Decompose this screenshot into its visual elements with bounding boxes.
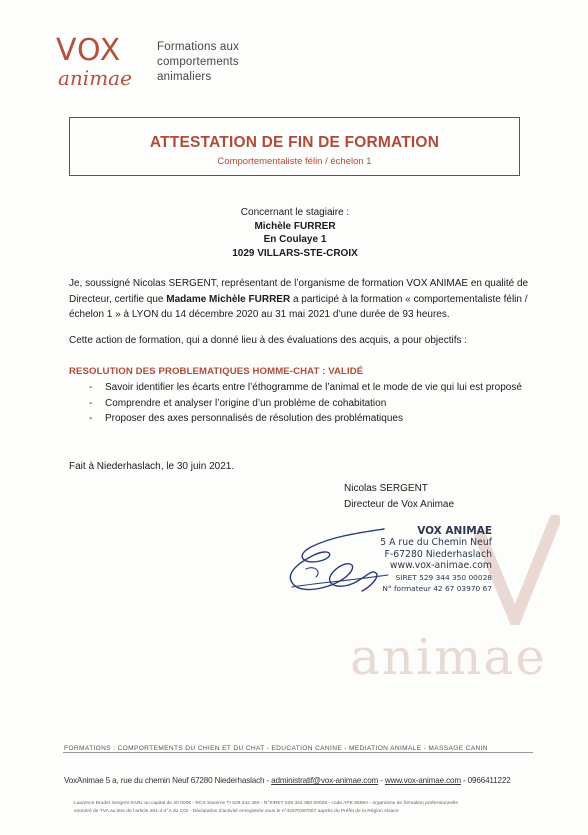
stamp-formateur: N° formateur 42 67 03970 67 [382,584,492,594]
trainee-label: Concernant le stagiaire : [240,207,350,218]
list-item: - Savoir identifier les écarts entre l’éthogramme de l’animal et le mode de vie qui lui est proposé [89,380,549,396]
logo-tagline [157,40,239,85]
legal-line: Laurence Bruder Sergent SARL au capital de 20 000€ - RCS Saverne TI 529 344 350 - N°SIRET 529 344 350 00028 - code APE 8559A - organisme de formation professionnelle [74,801,459,806]
certification-text: a participé à la formation « comportementaliste félin / échelon 1 » à LYON du 14 décembre 2020 au 31 mai 2021 d’une durée de 93 heures. [69,293,528,321]
document-title: ATTESTATION DE FIN DE FORMATION [149,134,440,151]
certification-paragraph [69,276,529,323]
legal-line: exonéré de TVA au titre de l’article 261-4-4°A du CGI - Déclaration d’activité enregistrée sous le n°42670397067 auprès du Préfet de la Région Alsace [74,809,399,815]
footer-divider [63,752,533,753]
stamp-name: VOX ANIMAE [417,525,492,537]
tagline-line: Formations aux [157,41,240,53]
stamp-website: www.vox-animae.com [389,560,492,572]
stamp-city: F-67280 Niederhaslach [384,548,492,560]
signatory-block [344,481,454,512]
footer-address: VoxAnimae 5 a, rue du chemin Neuf 67280 Niederhaslach - [64,776,272,785]
trainee-name: Michèle FURRER [254,220,336,232]
objective-text: Comprendre et analyser l’origine d’un problème de cohabitation [105,397,387,409]
trainee-address-line2: 1029 VILLARS-STE-CROIX [232,247,358,259]
handwritten-signature [276,525,396,603]
tagline-line: comportements [157,56,239,68]
objectives-list [89,380,549,427]
place-date: Fait à Niederhaslach, le 30 juin 2021. [69,461,235,472]
list-item: - Comprendre et analyser l’origine d’un problème de cohabitation [89,396,549,412]
footer-activities: FORMATIONS : COMPORTEMENTS DU CHIEN ET DU CHAT - EDUCATION CANINE - MEDIATION ANIMALE - MASSAGE CANIN [64,745,538,752]
title-box [69,117,520,176]
objective-text: Savoir identifier les écarts entre l’éthogramme de l’animal et le mode de vie qui lui est proposé [105,382,522,393]
objective-text: Proposer des axes personnalisés de résolution des problématiques [105,413,403,425]
list-item: - Proposer des axes personnalisés de résolution des problématiques [89,411,549,427]
footer-phone: - 0966411222 [460,776,511,785]
footer-legal [74,800,524,817]
stamp-siret: SIRET 529 344 350 00028 [395,572,492,582]
footer-website-link[interactable]: www.vox-animae.com [384,776,461,785]
signatory-role: Directeur de Vox Animae [344,498,455,510]
signatory-name: Nicolas SERGENT [344,483,428,494]
result-heading: RESOLUTION DES PROBLEMATIQUES HOMME-CHAT : VALIDÉ [69,366,364,377]
trainee-block [200,206,390,260]
watermark-text: animae [350,628,547,686]
certification-text: Je, soussigné Nicolas SERGENT, représentant de l’organisme de formation VOX ANIMAE en qualité de Directeur, certifie que [69,278,529,305]
tagline-line: animaliers [157,71,212,83]
stamp-address: 5 A rue du Chemin Neuf [380,537,492,548]
footer-separator: - [378,776,385,785]
svg-text:animae: animae [58,66,132,90]
svg-text:VOX: VOX [56,33,122,68]
footer-email-link[interactable]: administratif@vox-animae.com [271,776,379,785]
trainee-address-line1: En Coulaye 1 [263,234,327,245]
objectives-intro: Cette action de formation, qui a donné lieu à des évaluations des acquis, a pour objectifs : [69,335,468,346]
footer-contact [64,776,511,785]
vox-animae-logo [52,30,152,92]
document-subtitle: Comportementaliste félin / échelon 1 [217,156,372,167]
trainee-name-inline: Madame Michèle FURRER [166,293,291,305]
